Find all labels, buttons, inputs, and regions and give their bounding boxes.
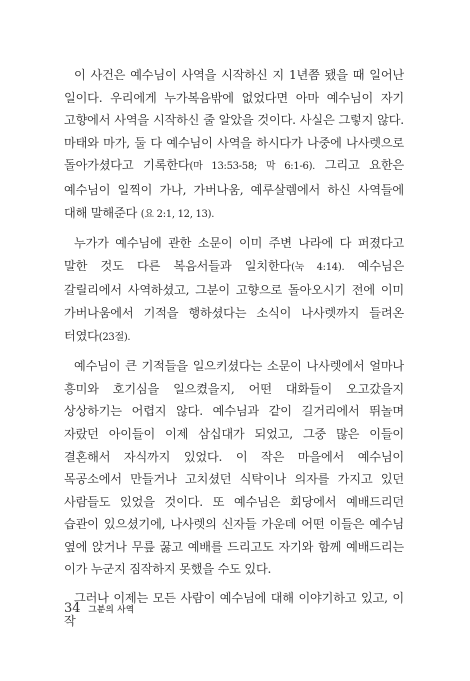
body-text — [64, 64, 404, 638]
paragraph-2-tail: 예수님은 갈릴리에서 사역하셨고, 그분이 고향으로 돌아오시기 전에 이미 가버나움에서 기적을 행하셨다는 소식이 나사렛까지 들려온 터였다 — [64, 258, 405, 343]
paragraph-1-tail: 그리고 요한은 예수님이 일찍이 가나, 가버나움, 예루살렘에서 하신 사역들에 대해 말해준다 — [64, 158, 404, 220]
paragraph-2-text: 누가가 예수님에 관한 소문이 이미 주변 나라에 다 퍼졌다고 말한 것도 다른 복음서들과 일치한다 — [64, 236, 404, 273]
paragraph-1-text: 이 사건은 예수님이 사역을 시작하신 지 1년쯤 됐을 때 일어난 일이다. 우리에게 누가복음밖에 없었다면 아마 예수님이 자기 고향에서 사역을 시작하신 줄 알았을 것이다. 사실은 그렇지 않다. 마태와 마가, 둘 다 예수님이 사역을 하시다가 나중에 나사렛으로 돌아가셨다고 기록한다 — [64, 68, 404, 173]
paragraph-4-text: 그러나 이제는 모든 사람이 예수님에 대해 이야기하고 있고, 이 작 — [64, 591, 404, 628]
paragraph-3-text: 예수님이 큰 기적들을 일으키셨다는 소문이 나사렛에서 얼마나 흥미와 호기심을 일으켰을지, 어떤 대화들이 오고갔을지 상상하기는 어렵지 않다. 예수님과 같이 길거리에서 뛰놀며 자랐던 아이들이 이제 삼십대가 되었고, 그중 많은 이들이 결혼해서 자식까지 있었다. 이 작은 마을에서 예수님이 목공소에서 만들거나 고치셨던 식탁이나 의자를 가지고 있던 사람들도 있었을 것이다. 또 예수님은 회당에서 예배드리던 습관이 있으셨기에, 나사렛의 신자들 가운데 어떤 이들은 예수님 옆에 앉거나 무릎 꿇고 예배를 드리고도 자기와 함께 예배드리는 이가 누군지 짐작하지 못했을 수도 있다. — [64, 359, 404, 577]
paragraph-3 — [64, 355, 404, 581]
paragraph-1 — [64, 64, 404, 226]
paragraph-2 — [64, 232, 404, 349]
running-title: 그분의 사역 — [88, 605, 135, 615]
paragraph-1-citation: (마 13:53-58; 막 6:1-6). — [189, 161, 316, 173]
paragraph-2-citation-2: (23절). — [98, 331, 131, 343]
paragraph-2-citation: (눅 4:14). — [291, 261, 345, 273]
paragraph-1-citation-2: (요 2:1, 12, 13). — [140, 208, 215, 220]
page-number: 34 — [64, 601, 81, 616]
page-footer — [64, 601, 134, 621]
